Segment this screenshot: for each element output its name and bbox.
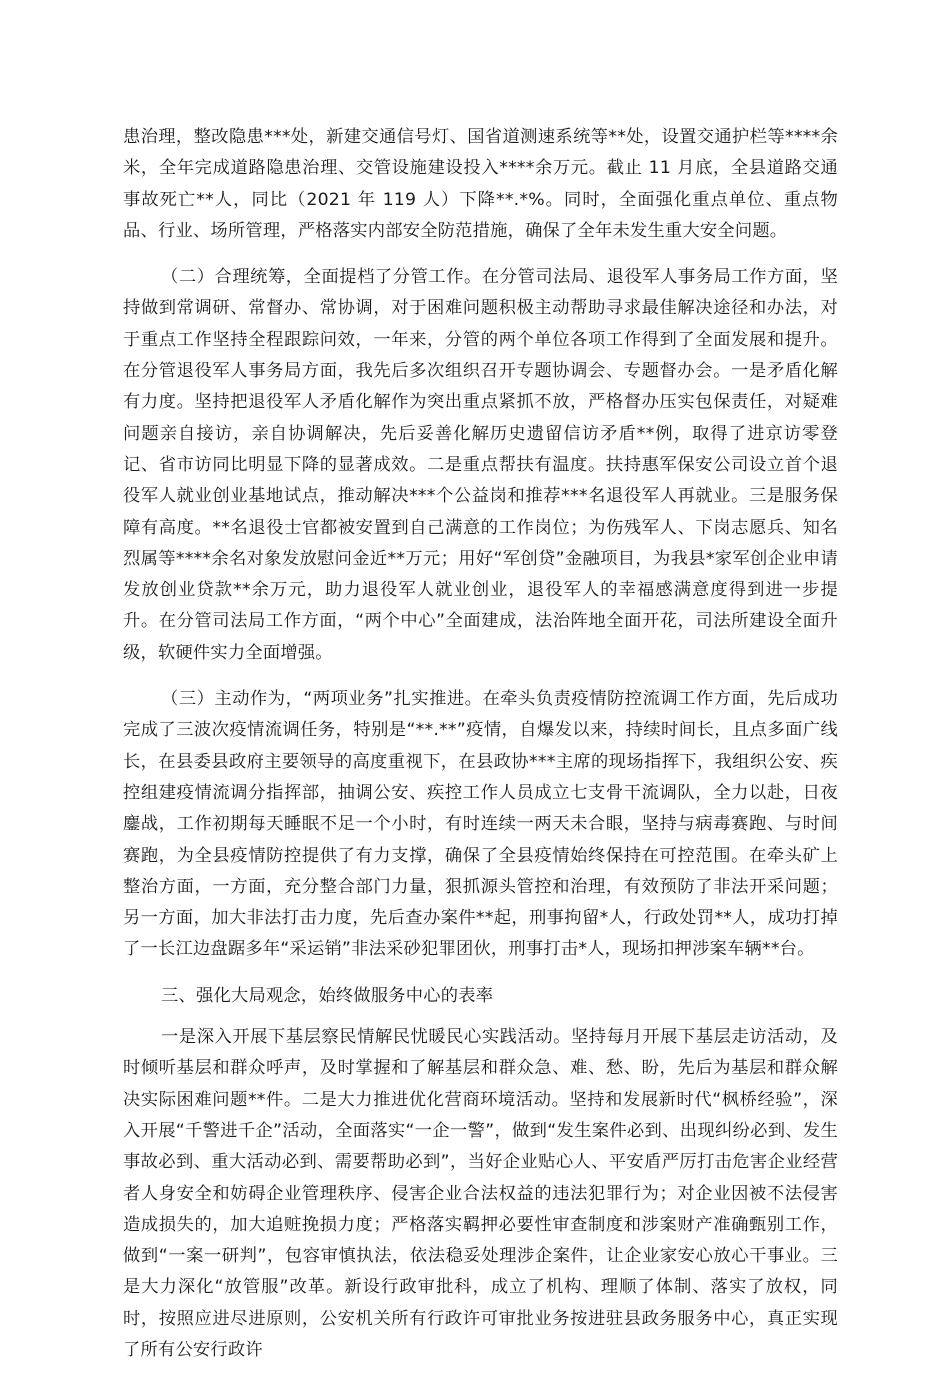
- paragraph-traffic-safety: 患治理，整改隐患***处，新建交通信号灯、国省道测速系统等**处，设置交通护栏等****余米，全年完成道路隐患治理、交管设施建设投入****余万元。截止 11 月底，全县道路交通事故死亡**人，同比（2021 年 119 人）下降**.*%。同时，全面强化重点单位、重点物品、行业、场所管理，严格落实内部安全防范措施，确保了全年未发生重大安全问题。: [123, 127, 838, 241]
- paragraph-managed-work: （二）合理统筹，全面提档了分管工作。在分管司法局、退役军人事务局工作方面，坚持做到常调研、常督办、常协调，对于困难问题积极主动帮助寻求最佳解决途径和办法，对于重点工作坚持全程跟踪问效，一年来，分管的两个单位各项工作得到了全面发展和提升。在分管退役军人事务局方面，我先后多次组织召开专题协调会、专题督办会。一是矛盾化解有力度。坚持把退役军人矛盾化解作为突出重点紧抓不放，严格督办压实包保责任，对疑难问题亲自接访，亲自协调解决，先后妥善化解历史遗留信访矛盾**例，取得了进京访零登记、省市访同比明显下降的显著成效。二是重点帮扶有温度。扶持惠军保安公司设立首个退役军人就业创业基地试点，推动解决***个公益岗和推荐***名退役军人再就业。三是服务保障有高度。**名退役士官都被安置到自己满意的工作岗位；为伤残军人、下岗志愿兵、知名烈属等****余名对象发放慰问金近**万元；用好“军创贷”金融项目，为我县*家军创企业申请发放创业贷款**余万元，助力退役军人就业创业，退役军人的幸福感满意度得到进一步提升。在分管司法局工作方面，“两个中心”全面建成，法治阵地全面开花，司法所建设全面升级，软硬件实力全面增强。: [123, 267, 838, 663]
- paragraph-serve-center: 一是深入开展下基层察民情解民忧暖民心实践活动。坚持每月开展下基层走访活动，及时倾听基层和群众呼声，及时掌握和了解基层和群众急、难、愁、盼，先后为基层和群众解决实际困难问题**件。二是大力推进优化营商环境活动。坚持和发展新时代“枫桥经验”，深入开展“千警进千企”活动，全面落实“一企一警”，做到“发生案件必到、出现纠纷必到、发生事故必到、重大活动必到、需要帮助必到”，当好企业贴心人、平安盾严厉打击危害企业经营者人身安全和妨碍企业管理秩序、侵害企业合法权益的违法犯罪行为；对企业因被不法侵害造成损失的，加大追赃挽损力度；严格落实羁押必要性审查制度和涉案财产准确甄别工作，做到“一案一研判”，包容审慎执法，依法稳妥处理涉企案件，让企业家安心放心干事业。三是大力深化“放管服”改革。新设行政审批科，成立了机构、理顺了体制、落实了放权，同时，按照应进尽进原则，公安机关所有行政许可审批业务按进驻县政务服务中心，真正实现了所有公安行政许: [123, 1027, 838, 1360]
- section-heading: 三、强化大局观念，始终做服务中心的表率: [161, 985, 494, 1006]
- document-page: [123, 122, 838, 1381]
- paragraph-two-tasks: （三）主动作为，“两项业务”扎实推进。在牵头负责疫情防控流调工作方面，先后成功完成了三波次疫情流调任务，特别是“**.**”疫情，自爆发以来，持续时间长，且点多面广线长，在县委县政府主要领导的高度重视下，在县政协***主席的现场指挥下，我组织公安、疾控组建疫情流调分指挥部，抽调公安、疾控工作人员成立七支骨干流调队，全力以赴，日夜鏖战，工作初期每天睡眠不足一个小时，有时连续一两天未合眼，坚持与病毒赛跑、与时间赛跑，为全县疫情防控提供了有力支撑，确保了全县疫情始终保持在可控范围。在牵头矿上整治方面，一方面，充分整合部门力量，狠抓源头管控和治理，有效预防了非法开采问题；另一方面，加大非法打击力度，先后查办案件**起，刑事拘留*人，行政处罚**人，成功打掉了一长江边盘踞多年“采运销”非法采砂犯罪团伙，刑事打击*人，现场扣押涉案车辆**台。: [123, 689, 838, 960]
